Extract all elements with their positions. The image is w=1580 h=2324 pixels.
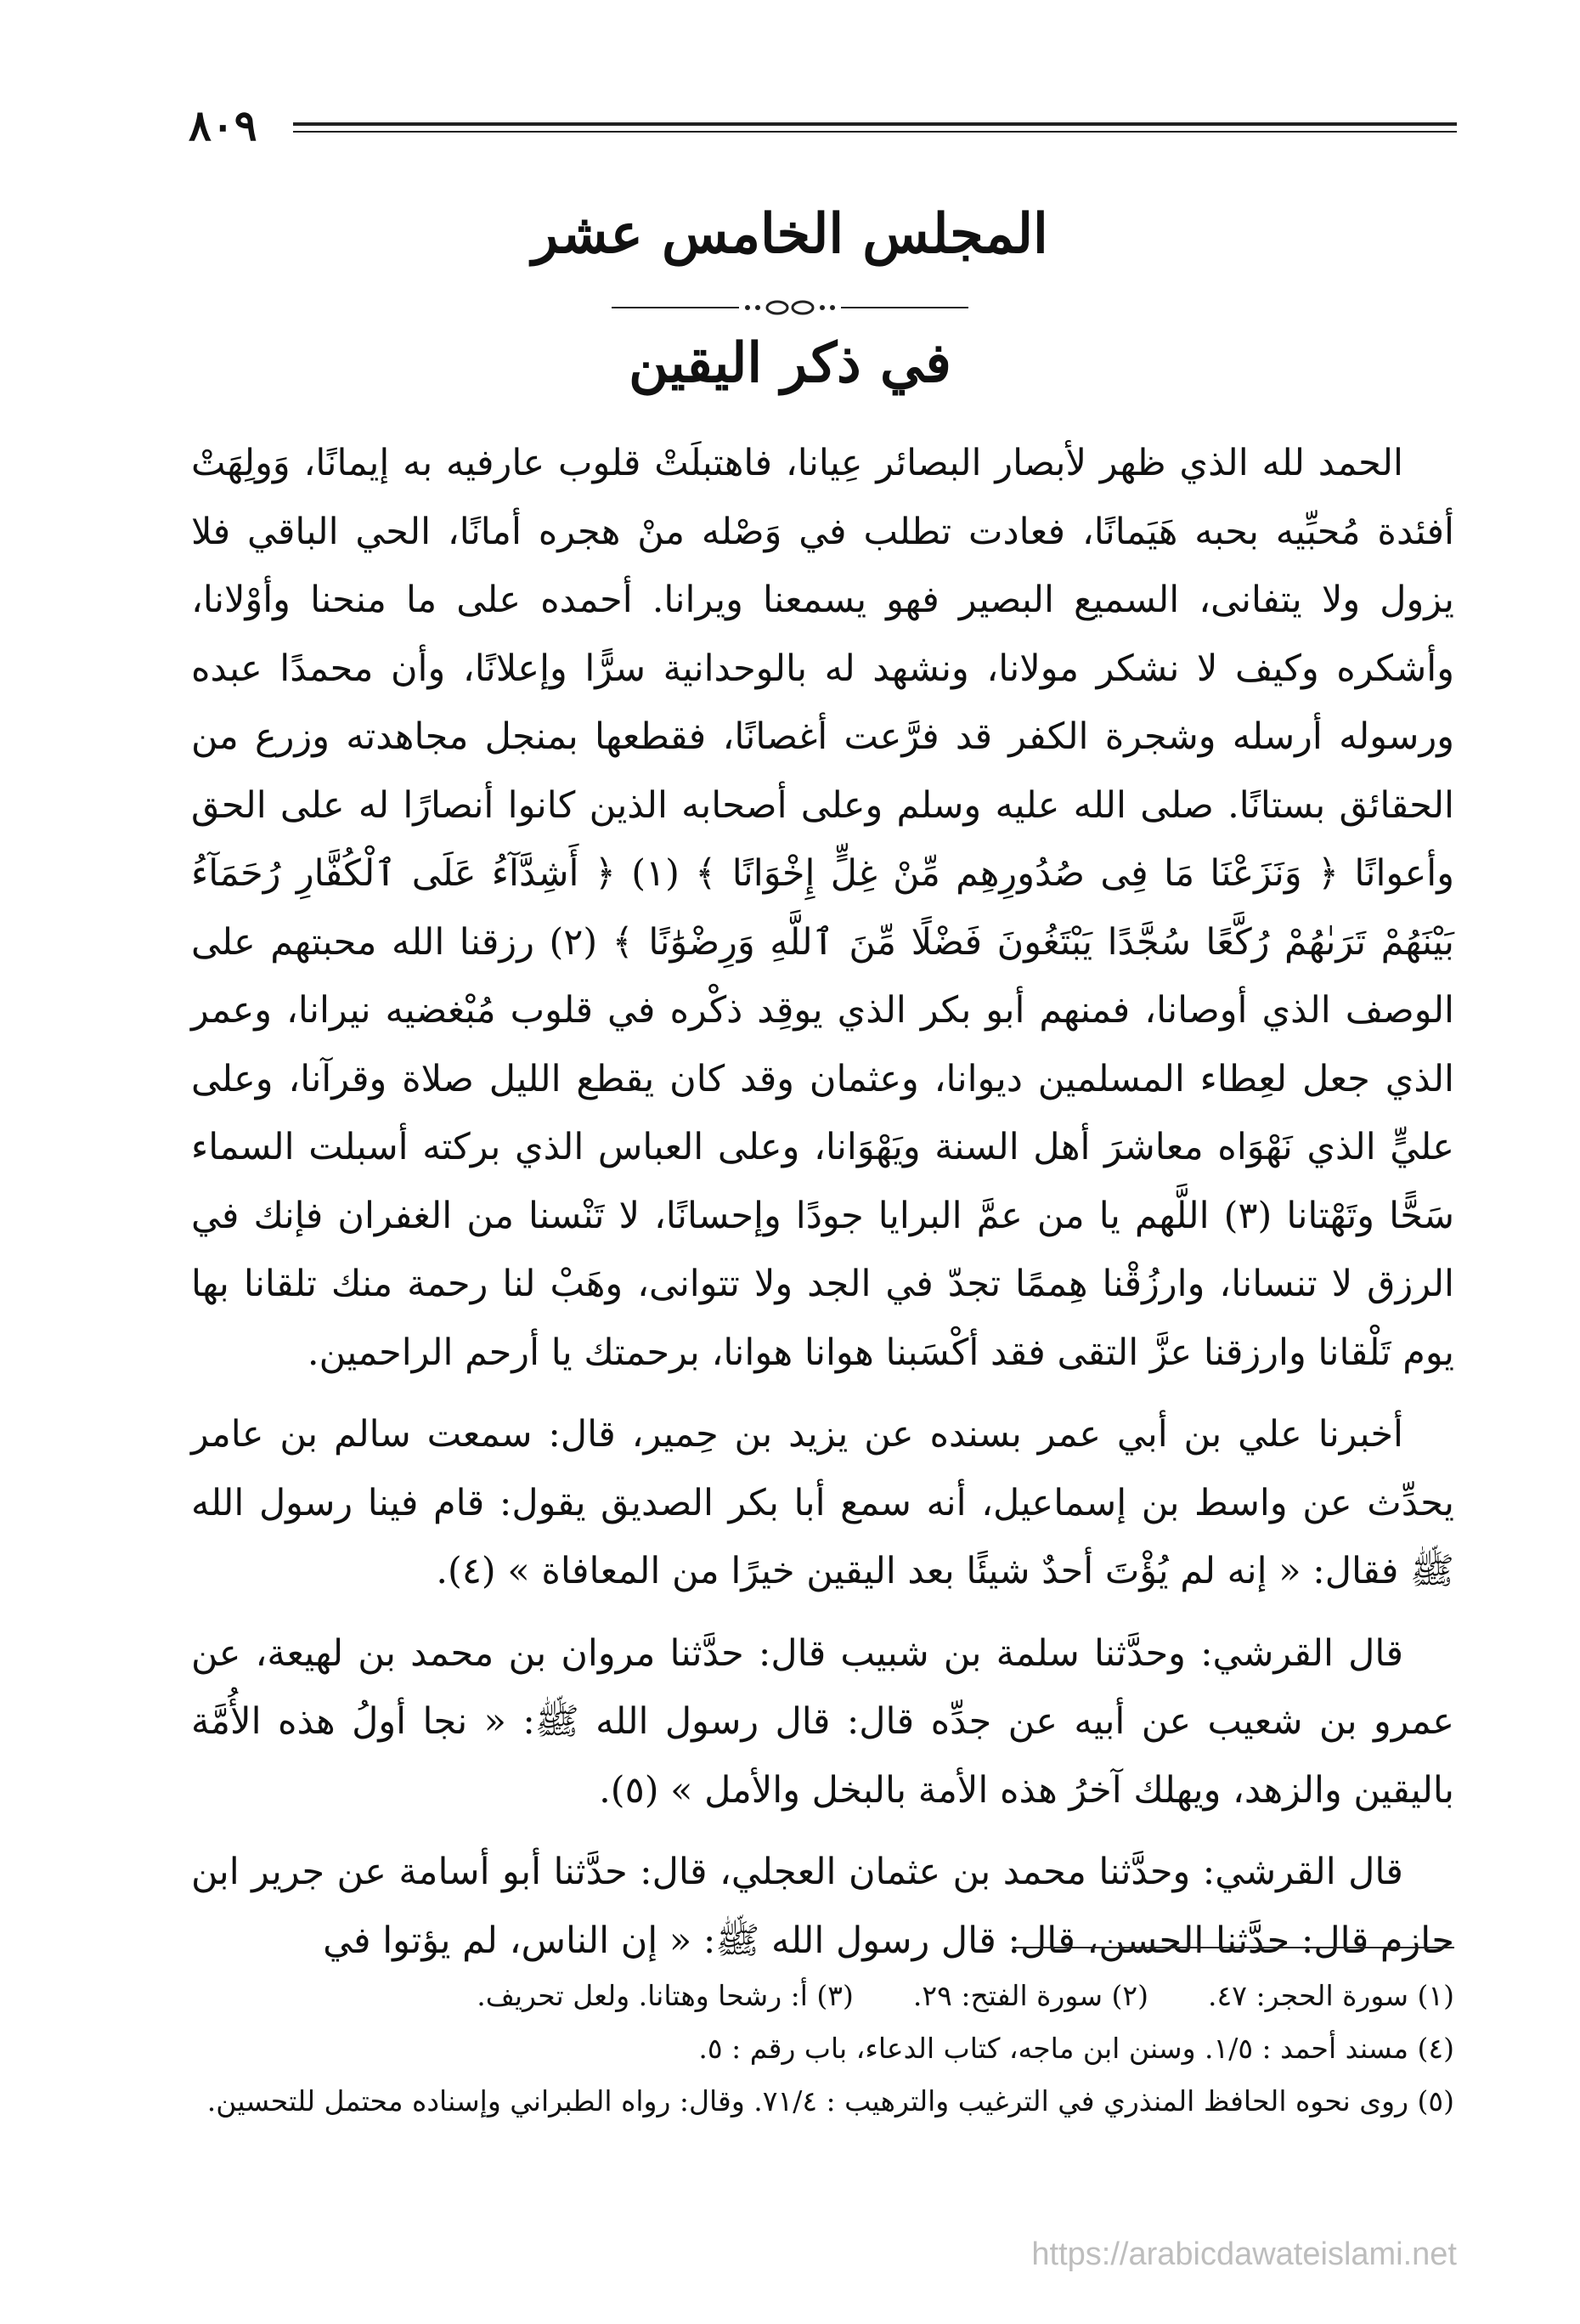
ornament-divider-icon: [612, 297, 968, 318]
paragraph-intro: الحمد لله الذي ظهر لأبصار البصائر عِيانا، فاهتبلَتْ قلوب عارفيه به إيمانًا، وَولِهَتْ أفئدة مُحبِّيه بحبه هَيَمانًا، فعادت تطلب في وَصْله منْ هجره أمانًا، الحي الباقي فلا يزول ولا يتفانى، السميع البصير فهو يسمعنا ويرانا. أحمده على ما منحنا وأوْلانا، وأشكره وكيف لا نشكر مولانا، ونشهد له بالوحدانية سرًّا وإعلانًا، وأن محمدًا عبده ورسوله أرسله وشجرة الكفر قد فرَّعت أغصانًا، فقطعها بمنجل مجاهدته وزرع من الحقائق بستانًا. صلى الله عليه وسلم وعلى أصحابه الذين كانوا أنصارًا له على الحق وأعوانًا ﴿ وَنَزَعْنَا مَا فِى صُدُورِهِم مِّنْ غِلٍّ إِخْوَانًا ﴾ (١) ﴿ أَشِدَّآءُ عَلَى ٱلْكُفَّارِ رُحَمَآءُ بَيْنَهُمْ تَرَىٰهُمْ رُكَّعًا سُجَّدًا يَبْتَغُونَ فَضْلًا مِّنَ ٱللَّهِ وَرِضْوَٰنًا ﴾ (٢) رزقنا الله محبتهم على الوصف الذي أوصانا، فمنهم أبو بكر الذي يوقِد ذكْره في قلوب مُبْغضيه نيرانا، وعمر الذي جعل لعِطاء المسلمين ديوانا، وعثمان وقد كان يقطع الليل صلاة وقرآنا، وعلى عليٍّ الذي نَهْوَاه معاشرَ أهل السنة ويَهْوَانا، وعلى العباس الذي بركته أسبلت السماء سَحًّا وتَهْتانا (٣) اللَّهم يا من عمَّ البرايا جودًا وإحسانًا، لا تَنْسنا من الغفران فإنك في الرزق لا تنسانا، وارزُقْنا هِممًا تجدّ في الجد ولا تتوانى، وهَبْ لنا رحمة منك تلقانا بها يوم تَلْقانا وارزقنا عزَّ التقى فقد أكْسَبنا هوانا هوانا، برحمتك يا أرحم الراحمين.: [191, 442, 1454, 1374]
main-text: [191, 429, 1454, 1975]
page-number: ٨٠٩: [189, 100, 257, 150]
paragraph-hadith-1: أخبرنا علي بن أبي عمر بسنده عن يزيد بن حِمير، قال: سمعت سالم بن عامر يحدِّث عن واسط بن إسماعيل، أنه سمع أبا بكر الصديق يقول: قام فينا رسول الله ﷺ فقال: « إنه لم يُؤْتَ أحدٌ شيئًا بعد اليقين خيرًا من المعافاة » (٤).: [191, 1413, 1454, 1592]
section-title: في ذكر اليقين: [629, 331, 951, 395]
footnote-1: (١) سورة الحجر: ٤٧.: [1208, 1979, 1454, 2012]
watermark-url: https://arabicdawateislami.net: [1031, 2236, 1457, 2272]
footnotes: [191, 1970, 1454, 2128]
footnote-4: (٤) مسند أحمد : ١/٥. وسنن ابن ماجه، كتاب الدعاء، باب رقم : ٥.: [698, 2032, 1454, 2065]
footnote-5: (٥) روى نحوه الحافظ المنذري في الترغيب والترهيب : ٧١/٤. وقال: رواه الطبراني وإسناده محتمل للتحسين.: [206, 2084, 1454, 2118]
footnote-row: [191, 1970, 1454, 2022]
footnote-3: (٣) أ: رشحا وهتانا. ولعل تحريف.: [477, 1979, 854, 2012]
footnote-rule: [1013, 1947, 1454, 1948]
footnote-2: (٢) سورة الفتح: ٢٩.: [912, 1979, 1149, 2012]
header-rule: [293, 122, 1457, 133]
chapter-title: المجلس الخامس عشر: [532, 202, 1048, 266]
paragraph-hadith-2: قال القرشي: وحدَّثنا سلمة بن شبيب قال: حدَّثنا مروان بن محمد بن لهيعة، عن عمرو بن شعيب عن أبيه عن جدِّه قال: قال رسول الله ﷺ: « نجا أولُ هذه الأُمَّة باليقين والزهد، ويهلك آخرُ هذه الأمة بالبخل والأمل » (٥).: [191, 1631, 1454, 1812]
paragraph-hadith-3: قال القرشي: وحدَّثنا محمد بن عثمان العجلي، قال: حدَّثنا أبو أسامة عن جرير ابن حازم قال: حدَّثنا الحسن، قال: قال رسول الله ﷺ: « إن الناس، لم يؤتوا في: [191, 1851, 1454, 1962]
